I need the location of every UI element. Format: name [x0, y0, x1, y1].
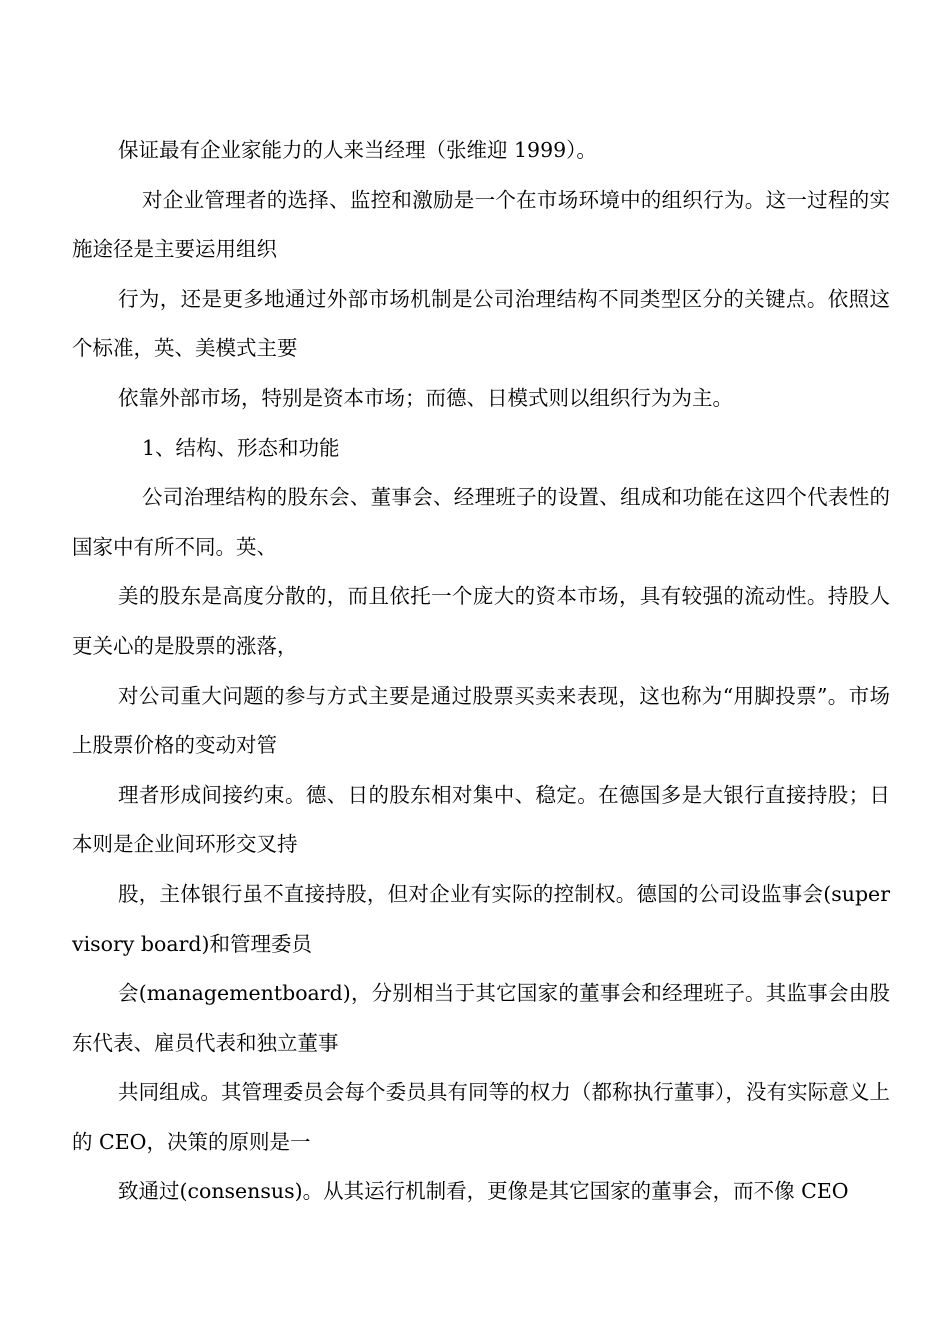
paragraph-2: 对企业管理者的选择、监控和激励是一个在市场环境中的组织行为。这一过程的实施途径是主要运用组织: [72, 187, 890, 262]
paragraph-8: 对公司重大问题的参与方式主要是通过股票买卖来表现，这也称为“用脚投票”。市场上股票价格的变动对管: [72, 683, 890, 758]
paragraph-13: 致通过(consensus)。从其运行机制看，更像是其它国家的董事会，而不像 CEO: [118, 1179, 849, 1204]
paragraph-7: 美的股东是高度分散的，而且依托一个庞大的资本市场，具有较强的流动性。持股人更关心的是股票的涨落，: [72, 584, 890, 658]
paragraph-4: 依靠外部市场，特别是资本市场；而德、日模式则以组织行为为主。: [118, 385, 733, 410]
section-heading: 1、结构、形态和功能: [142, 435, 340, 460]
document-page: [72, 126, 890, 1217]
paragraph-6: 公司治理结构的股东会、董事会、经理班子的设置、组成和功能在这四个代表性的国家中有所不同。英、: [72, 485, 890, 559]
paragraph-3: 行为，还是更多地通过外部市场机制是公司治理结构不同类型区分的关键点。依照这个标准，英、美模式主要: [72, 286, 890, 361]
paragraph-11: 会(managementboard)，分别相当于其它国家的董事会和经理班子。其监事会由股东代表、雇员代表和独立董事: [72, 981, 890, 1055]
paragraph-10: 股，主体银行虽不直接持股，但对企业有实际的控制权。德国的公司设监事会(supervisory board)和管理委员: [72, 881, 890, 956]
paragraph-12: 共同组成。其管理委员会每个委员具有同等的权力（都称执行董事），没有实际意义上的 CEO，决策的原则是一: [72, 1080, 890, 1154]
paragraph-9: 理者形成间接约束。德、日的股东相对集中、稳定。在德国多是大银行直接持股；日本则是企业间环形交叉持: [72, 782, 890, 857]
paragraph-1: 保证最有企业家能力的人来当经理（张维迎 1999）。: [118, 138, 597, 162]
